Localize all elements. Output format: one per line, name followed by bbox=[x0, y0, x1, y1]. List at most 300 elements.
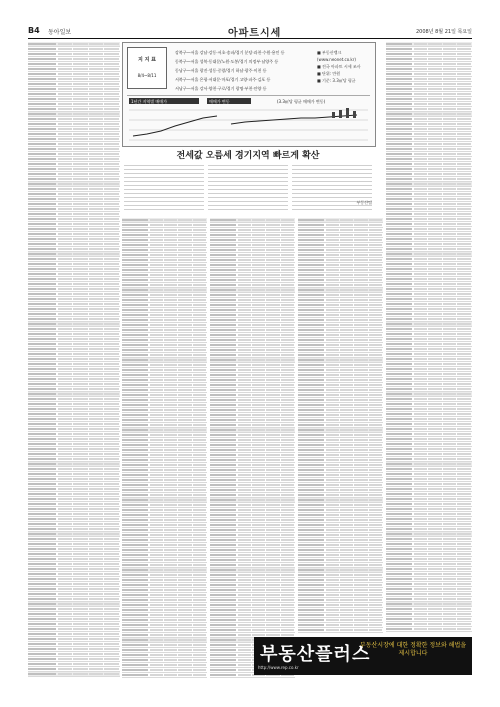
listing-name-cell bbox=[210, 429, 236, 431]
listing-name-cell bbox=[122, 514, 148, 516]
listing-value-cell bbox=[443, 48, 457, 50]
listing-value-cell bbox=[164, 659, 177, 661]
listing-value-cell bbox=[89, 233, 104, 235]
listing-value-cell bbox=[150, 434, 163, 436]
listing-name-cell bbox=[210, 474, 236, 476]
listing-value-cell bbox=[193, 624, 206, 626]
listing-value-cell bbox=[428, 303, 442, 305]
listing-value-cell bbox=[428, 523, 442, 525]
listing-value-cell bbox=[164, 634, 177, 636]
listing-value-cell bbox=[58, 193, 73, 195]
listing-value-cell bbox=[178, 584, 191, 586]
listing-name-cell bbox=[28, 398, 56, 400]
listing-name-cell bbox=[210, 369, 236, 371]
listing-value-cell bbox=[58, 503, 73, 505]
listing-value-cell bbox=[89, 153, 104, 155]
listing-value-cell bbox=[326, 574, 339, 576]
listing-value-cell bbox=[266, 389, 279, 391]
listing-value-cell bbox=[443, 618, 457, 620]
listing-name-cell bbox=[386, 308, 412, 310]
listing-value-cell bbox=[326, 309, 339, 311]
listing-value-cell bbox=[252, 469, 265, 471]
listing-value-cell bbox=[428, 298, 442, 300]
listing-value-cell bbox=[443, 563, 457, 565]
listing-value-cell bbox=[104, 528, 119, 530]
listing-value-cell bbox=[193, 384, 206, 386]
listing-value-cell bbox=[457, 593, 471, 595]
region-line: 서남구―서울 강서·양천·구로/경기 광명·부천·안양 등 bbox=[175, 86, 267, 91]
listing-value-cell bbox=[58, 158, 73, 160]
listing-value-cell bbox=[150, 264, 163, 266]
listing-value-cell bbox=[369, 319, 382, 321]
listing-value-cell bbox=[164, 244, 177, 246]
listing-value-cell bbox=[457, 138, 471, 140]
listing-name-cell bbox=[28, 353, 56, 355]
listing-value-cell bbox=[150, 424, 163, 426]
listing-value-cell bbox=[193, 469, 206, 471]
listing-value-cell bbox=[443, 173, 457, 175]
listing-value-cell bbox=[238, 524, 251, 526]
listing-value-cell bbox=[457, 128, 471, 130]
listing-name-cell bbox=[122, 299, 148, 301]
listing-value-cell bbox=[164, 284, 177, 286]
listing-value-cell bbox=[414, 183, 428, 185]
listing-value-cell bbox=[266, 429, 279, 431]
listing-name-cell bbox=[28, 313, 56, 315]
listing-name-cell bbox=[122, 669, 148, 671]
listing-name-cell bbox=[28, 273, 56, 275]
listing-value-cell bbox=[89, 588, 104, 590]
listing-value-cell bbox=[266, 379, 279, 381]
listing-value-cell bbox=[58, 418, 73, 420]
listing-name-cell bbox=[386, 138, 412, 140]
listing-value-cell bbox=[354, 334, 367, 336]
listing-value-cell bbox=[73, 168, 88, 170]
listing-value-cell bbox=[414, 143, 428, 145]
listing-value-cell bbox=[73, 438, 88, 440]
listing-name-cell bbox=[122, 409, 148, 411]
listing-value-cell bbox=[238, 324, 251, 326]
listing-name-cell bbox=[298, 494, 324, 496]
listing-value-cell bbox=[443, 263, 457, 265]
listing-value-cell bbox=[73, 553, 88, 555]
listing-value-cell bbox=[238, 264, 251, 266]
listing-name-cell bbox=[28, 603, 56, 605]
listing-value-cell bbox=[104, 353, 119, 355]
listing-value-cell bbox=[414, 153, 428, 155]
listing-value-cell bbox=[340, 314, 353, 316]
listing-name-cell bbox=[122, 674, 148, 676]
listing-value-cell bbox=[178, 224, 191, 226]
listing-name-cell bbox=[122, 394, 148, 396]
listing-value-cell bbox=[414, 433, 428, 435]
listing-value-cell bbox=[266, 554, 279, 556]
listing-value-cell bbox=[89, 603, 104, 605]
listing-name-cell bbox=[386, 513, 412, 515]
listing-value-cell bbox=[193, 459, 206, 461]
listing-value-cell bbox=[266, 524, 279, 526]
listing-name-cell bbox=[298, 524, 324, 526]
listing-value-cell bbox=[193, 504, 206, 506]
listing-value-cell bbox=[89, 493, 104, 495]
listing-value-cell bbox=[443, 463, 457, 465]
listing-value-cell bbox=[178, 309, 191, 311]
listing-name-cell bbox=[28, 403, 56, 405]
listing-name-cell bbox=[122, 364, 148, 366]
listing-value-cell bbox=[73, 263, 88, 265]
listing-value-cell bbox=[89, 443, 104, 445]
listing-value-cell bbox=[178, 514, 191, 516]
listing-value-cell bbox=[340, 324, 353, 326]
listing-value-cell bbox=[104, 508, 119, 510]
listing-value-cell bbox=[457, 223, 471, 225]
listing-name-cell bbox=[28, 448, 56, 450]
listing-value-cell bbox=[428, 593, 442, 595]
listing-value-cell bbox=[281, 434, 294, 436]
listing-value-cell bbox=[73, 83, 88, 85]
listing-value-cell bbox=[369, 414, 382, 416]
listing-value-cell bbox=[414, 588, 428, 590]
listing-value-cell bbox=[457, 48, 471, 50]
listing-value-cell bbox=[354, 544, 367, 546]
listing-value-cell bbox=[340, 404, 353, 406]
listing-value-cell bbox=[193, 274, 206, 276]
listing-value-cell bbox=[164, 529, 177, 531]
note-line: ■ 단위: 만원 bbox=[317, 71, 341, 76]
listing-name-cell bbox=[298, 229, 324, 231]
listing-name-cell bbox=[298, 234, 324, 236]
listing-name-cell bbox=[210, 669, 236, 671]
listing-value-cell bbox=[369, 534, 382, 536]
listing-name-cell bbox=[28, 323, 56, 325]
listing-value-cell bbox=[104, 308, 119, 310]
listing-value-cell bbox=[193, 674, 206, 676]
advertisement[interactable] bbox=[254, 637, 472, 675]
listing-value-cell bbox=[326, 229, 339, 231]
listing-value-cell bbox=[150, 654, 163, 656]
listing-value-cell bbox=[354, 219, 367, 221]
listing-value-cell bbox=[164, 539, 177, 541]
listing-value-cell bbox=[73, 253, 88, 255]
listing-name-cell bbox=[28, 228, 56, 230]
listing-name-cell bbox=[28, 278, 56, 280]
listing-value-cell bbox=[369, 564, 382, 566]
listing-name-cell bbox=[386, 123, 412, 125]
listing-value-cell bbox=[73, 353, 88, 355]
listing-value-cell bbox=[414, 348, 428, 350]
listing-value-cell bbox=[428, 368, 442, 370]
listing-value-cell bbox=[369, 449, 382, 451]
listing-value-cell bbox=[281, 279, 294, 281]
listing-value-cell bbox=[150, 274, 163, 276]
listing-value-cell bbox=[281, 389, 294, 391]
listing-value-cell bbox=[89, 568, 104, 570]
listing-value-cell bbox=[73, 198, 88, 200]
listing-name-cell bbox=[386, 258, 412, 260]
listing-value-cell bbox=[73, 188, 88, 190]
listing-name-cell bbox=[122, 379, 148, 381]
info-notes bbox=[317, 49, 372, 84]
listing-value-cell bbox=[89, 268, 104, 270]
listing-name-cell bbox=[298, 349, 324, 351]
listing-name-cell bbox=[386, 358, 412, 360]
listing-value-cell bbox=[238, 249, 251, 251]
listing-value-cell bbox=[354, 579, 367, 581]
listing-value-cell bbox=[281, 534, 294, 536]
listing-value-cell bbox=[414, 308, 428, 310]
listing-name-cell bbox=[386, 523, 412, 525]
listing-value-cell bbox=[326, 244, 339, 246]
listing-value-cell bbox=[193, 269, 206, 271]
listing-name-cell bbox=[28, 608, 56, 610]
listing-value-cell bbox=[104, 388, 119, 390]
listing-value-cell bbox=[266, 364, 279, 366]
listing-name-cell bbox=[122, 499, 148, 501]
listing-value-cell bbox=[340, 449, 353, 451]
listing-value-cell bbox=[326, 539, 339, 541]
listing-value-cell bbox=[443, 218, 457, 220]
listing-name-cell bbox=[298, 304, 324, 306]
listing-value-cell bbox=[58, 453, 73, 455]
listing-value-cell bbox=[428, 123, 442, 125]
listing-value-cell bbox=[443, 113, 457, 115]
listing-value-cell bbox=[89, 423, 104, 425]
listing-name-cell bbox=[28, 343, 56, 345]
listing-value-cell bbox=[73, 408, 88, 410]
listing-value-cell bbox=[414, 453, 428, 455]
listing-value-cell bbox=[164, 279, 177, 281]
listing-name-cell bbox=[122, 459, 148, 461]
listing-value-cell bbox=[73, 183, 88, 185]
listing-value-cell bbox=[281, 224, 294, 226]
listing-value-cell bbox=[89, 618, 104, 620]
listing-name-cell bbox=[122, 474, 148, 476]
listing-name-cell bbox=[28, 63, 56, 65]
listing-value-cell bbox=[104, 618, 119, 620]
listing-name-cell bbox=[210, 384, 236, 386]
listing-value-cell bbox=[354, 384, 367, 386]
listing-value-cell bbox=[150, 394, 163, 396]
listing-value-cell bbox=[164, 239, 177, 241]
listing-value-cell bbox=[73, 268, 88, 270]
listing-row bbox=[298, 628, 383, 633]
listing-value-cell bbox=[428, 103, 442, 105]
listing-value-cell bbox=[178, 284, 191, 286]
listing-value-cell bbox=[457, 563, 471, 565]
listing-value-cell bbox=[354, 549, 367, 551]
listing-name-cell bbox=[210, 244, 236, 246]
listing-value-cell bbox=[414, 443, 428, 445]
listing-value-cell bbox=[457, 598, 471, 600]
listing-name-cell bbox=[210, 374, 236, 376]
listing-value-cell bbox=[369, 434, 382, 436]
listing-name-cell bbox=[28, 428, 56, 430]
listing-value-cell bbox=[369, 354, 382, 356]
listing-name-cell bbox=[28, 128, 56, 130]
listing-value-cell bbox=[89, 103, 104, 105]
listing-value-cell bbox=[150, 319, 163, 321]
listing-value-cell bbox=[178, 399, 191, 401]
listing-value-cell bbox=[150, 624, 163, 626]
listing-value-cell bbox=[104, 313, 119, 315]
listing-value-cell bbox=[326, 334, 339, 336]
listing-value-cell bbox=[354, 329, 367, 331]
listing-value-cell bbox=[354, 614, 367, 616]
listing-value-cell bbox=[326, 554, 339, 556]
listing-value-cell bbox=[414, 98, 428, 100]
listing-name-cell bbox=[122, 439, 148, 441]
listing-value-cell bbox=[443, 198, 457, 200]
listing-value-cell bbox=[58, 653, 73, 655]
listing-value-cell bbox=[150, 404, 163, 406]
listing-value-cell bbox=[414, 463, 428, 465]
listing-value-cell bbox=[457, 148, 471, 150]
listing-value-cell bbox=[73, 633, 88, 635]
listing-value-cell bbox=[193, 569, 206, 571]
listing-value-cell bbox=[428, 323, 442, 325]
listing-value-cell bbox=[354, 434, 367, 436]
listing-value-cell bbox=[428, 183, 442, 185]
listing-value-cell bbox=[104, 93, 119, 95]
listing-name-cell bbox=[122, 429, 148, 431]
listing-value-cell bbox=[73, 163, 88, 165]
listing-value-cell bbox=[150, 534, 163, 536]
listing-value-cell bbox=[354, 609, 367, 611]
listing-value-cell bbox=[164, 464, 177, 466]
listing-value-cell bbox=[178, 324, 191, 326]
listing-value-cell bbox=[58, 133, 73, 135]
listing-value-cell bbox=[104, 158, 119, 160]
listing-value-cell bbox=[457, 553, 471, 555]
listing-value-cell bbox=[266, 464, 279, 466]
ad-url[interactable]: http://www.rep.co.kr bbox=[258, 665, 299, 670]
listing-value-cell bbox=[252, 369, 265, 371]
listing-value-cell bbox=[252, 424, 265, 426]
listing-value-cell bbox=[178, 589, 191, 591]
listing-value-cell bbox=[73, 388, 88, 390]
listing-value-cell bbox=[73, 403, 88, 405]
listing-value-cell bbox=[281, 354, 294, 356]
listing-value-cell bbox=[428, 178, 442, 180]
article-headline: 전세값 오름세 경기지역 빠르게 확산 bbox=[176, 151, 320, 161]
listing-value-cell bbox=[164, 354, 177, 356]
listing-value-cell bbox=[443, 98, 457, 100]
listing-value-cell bbox=[266, 509, 279, 511]
listing-value-cell bbox=[428, 278, 442, 280]
listing-value-cell bbox=[238, 469, 251, 471]
listing-value-cell bbox=[443, 558, 457, 560]
listing-value-cell bbox=[443, 108, 457, 110]
listing-value-cell bbox=[340, 584, 353, 586]
listing-value-cell bbox=[354, 239, 367, 241]
listing-value-cell bbox=[104, 378, 119, 380]
listing-value-cell bbox=[266, 539, 279, 541]
listing-value-cell bbox=[457, 578, 471, 580]
listing-value-cell bbox=[340, 264, 353, 266]
listing-value-cell bbox=[428, 538, 442, 540]
listing-value-cell bbox=[164, 259, 177, 261]
listing-value-cell bbox=[178, 544, 191, 546]
listing-value-cell bbox=[178, 539, 191, 541]
listing-name-cell bbox=[386, 473, 412, 475]
listing-value-cell bbox=[89, 498, 104, 500]
listing-value-cell bbox=[238, 369, 251, 371]
listing-value-cell bbox=[457, 228, 471, 230]
listing-name-cell bbox=[28, 138, 56, 140]
listing-value-cell bbox=[178, 619, 191, 621]
listing-value-cell bbox=[193, 614, 206, 616]
listing-value-cell bbox=[89, 488, 104, 490]
listing-value-cell bbox=[193, 454, 206, 456]
listing-value-cell bbox=[73, 113, 88, 115]
listing-value-cell bbox=[457, 163, 471, 165]
listing-name-cell bbox=[122, 634, 148, 636]
listing-value-cell bbox=[73, 563, 88, 565]
listing-value-cell bbox=[354, 269, 367, 271]
listing-value-cell bbox=[252, 309, 265, 311]
listing-value-cell bbox=[150, 474, 163, 476]
listing-name-cell bbox=[28, 673, 56, 675]
listing-name-cell bbox=[122, 544, 148, 546]
listing-value-cell bbox=[457, 298, 471, 300]
listing-value-cell bbox=[193, 334, 206, 336]
listing-value-cell bbox=[193, 619, 206, 621]
listing-value-cell bbox=[150, 479, 163, 481]
listing-value-cell bbox=[281, 409, 294, 411]
listing-name-cell bbox=[28, 258, 56, 260]
listing-name-cell bbox=[298, 599, 324, 601]
listing-value-cell bbox=[178, 519, 191, 521]
listing-value-cell bbox=[443, 568, 457, 570]
listing-value-cell bbox=[428, 193, 442, 195]
listing-value-cell bbox=[281, 494, 294, 496]
listing-value-cell bbox=[457, 573, 471, 575]
listing-name-cell bbox=[28, 168, 56, 170]
listing-value-cell bbox=[238, 454, 251, 456]
listing-name-cell bbox=[122, 624, 148, 626]
listing-value-cell bbox=[354, 534, 367, 536]
listing-value-cell bbox=[443, 308, 457, 310]
listing-value-cell bbox=[150, 219, 163, 221]
listing-name-cell bbox=[210, 424, 236, 426]
listing-value-cell bbox=[428, 258, 442, 260]
listing-value-cell bbox=[414, 138, 428, 140]
listing-value-cell bbox=[164, 229, 177, 231]
listing-value-cell bbox=[428, 253, 442, 255]
listing-value-cell bbox=[150, 464, 163, 466]
listing-value-cell bbox=[150, 294, 163, 296]
listing-name-cell bbox=[298, 239, 324, 241]
listing-value-cell bbox=[443, 318, 457, 320]
listing-value-cell bbox=[150, 529, 163, 531]
listing-value-cell bbox=[340, 599, 353, 601]
listing-value-cell bbox=[164, 324, 177, 326]
listing-value-cell bbox=[252, 514, 265, 516]
listing-value-cell bbox=[178, 404, 191, 406]
listing-value-cell bbox=[443, 268, 457, 270]
listing-value-cell bbox=[58, 408, 73, 410]
listing-value-cell bbox=[89, 433, 104, 435]
listing-value-cell bbox=[252, 464, 265, 466]
region-line: 서북구―서울 은평·서대문·마포/경기 고양·파주·김포 등 bbox=[175, 77, 271, 82]
listing-value-cell bbox=[89, 663, 104, 665]
listing-value-cell bbox=[150, 384, 163, 386]
listing-name-cell bbox=[298, 534, 324, 536]
listing-value-cell bbox=[73, 328, 88, 330]
listing-value-cell bbox=[443, 243, 457, 245]
listing-value-cell bbox=[354, 439, 367, 441]
listing-value-cell bbox=[457, 453, 471, 455]
